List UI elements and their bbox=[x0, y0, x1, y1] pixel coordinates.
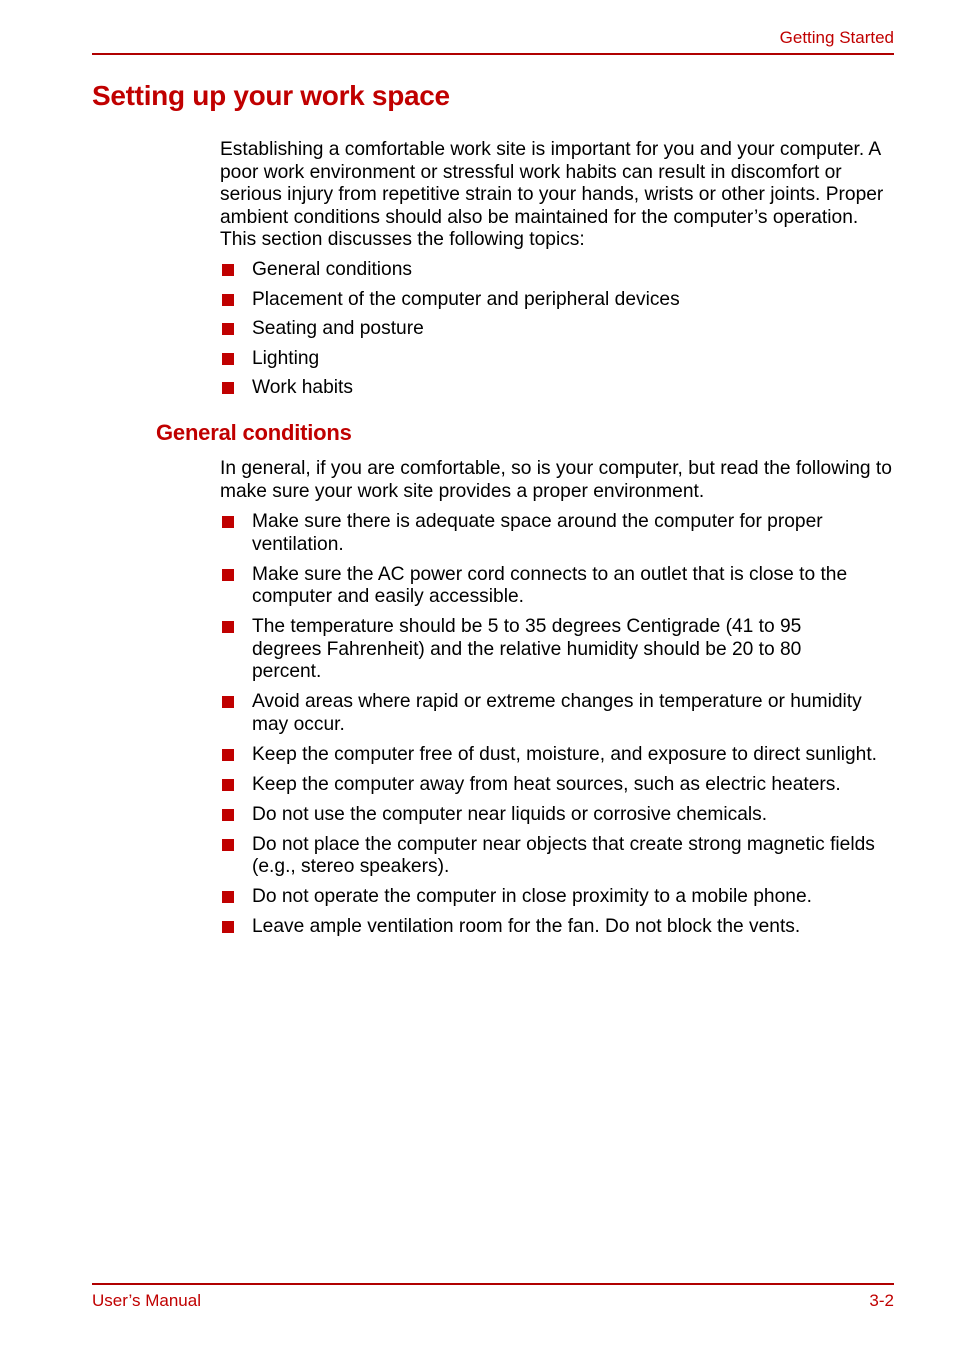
list-item-text: Avoid areas where rapid or extreme changes in temperature or humidity may occur. bbox=[252, 691, 862, 735]
list-item-text: Work habits bbox=[252, 377, 353, 398]
list-item bbox=[220, 744, 892, 767]
list-item bbox=[220, 834, 892, 879]
header-rule bbox=[92, 53, 894, 55]
square-bullet-icon bbox=[222, 264, 234, 276]
square-bullet-icon bbox=[222, 294, 234, 306]
list-item bbox=[220, 377, 892, 400]
list-item bbox=[220, 289, 892, 312]
list-item bbox=[220, 259, 892, 282]
list-item-text: Do not use the computer near liquids or corrosive chemicals. bbox=[252, 803, 768, 825]
list-item bbox=[220, 886, 892, 909]
square-bullet-icon bbox=[222, 749, 234, 761]
list-item-text: The temperature should be 5 to 35 degrees Centigrade (41 to 95 degrees Fahrenheit) and the relative humidity should be 20 to 80 percent. bbox=[252, 616, 802, 682]
page-number: 3-2 bbox=[869, 1291, 894, 1310]
list-item-text: Leave ample ventilation room for the fan. Do not block the vents. bbox=[252, 916, 801, 937]
running-header: Getting Started bbox=[779, 28, 894, 47]
list-item-text: Do not place the computer near objects that create strong magnetic fields (e.g., stereo speakers). bbox=[252, 833, 875, 877]
list-item-text: Lighting bbox=[252, 347, 320, 369]
list-item-text: Seating and posture bbox=[252, 318, 424, 339]
square-bullet-icon bbox=[222, 809, 234, 821]
intro-paragraph: Establishing a comfortable work site is important for you and your computer. A poor work environment or stressful work habits can result in discomfort or serious injury from repetitive strain to your hands, wrists or other joints. Proper ambient conditions should also be maintained for the computer’s operation. This section discusses the following topics: bbox=[220, 139, 884, 250]
list-item-text: Placement of the computer and peripheral devices bbox=[252, 288, 680, 310]
list-item-text: General conditions bbox=[252, 259, 412, 280]
list-item bbox=[220, 804, 892, 827]
square-bullet-icon bbox=[222, 891, 234, 903]
section-heading: General conditions bbox=[156, 420, 352, 445]
square-bullet-icon bbox=[222, 323, 234, 335]
list-item-text: Make sure there is adequate space around the computer for proper ventilation. bbox=[252, 511, 823, 555]
square-bullet-icon bbox=[222, 621, 234, 633]
section-intro-paragraph: In general, if you are comfortable, so is your computer, but read the following to make sure your work site provides a proper environment. bbox=[220, 458, 892, 502]
list-item bbox=[220, 318, 892, 341]
list-item bbox=[220, 616, 892, 684]
list-item-text: Keep the computer away from heat sources, such as electric heaters. bbox=[252, 773, 841, 795]
square-bullet-icon bbox=[222, 779, 234, 791]
square-bullet-icon bbox=[222, 696, 234, 708]
list-item bbox=[220, 511, 892, 556]
square-bullet-icon bbox=[222, 569, 234, 581]
list-item bbox=[220, 916, 892, 939]
square-bullet-icon bbox=[222, 839, 234, 851]
list-item-text: Do not operate the computer in close proximity to a mobile phone. bbox=[252, 886, 812, 907]
list-item bbox=[220, 774, 892, 797]
list-item-text: Make sure the AC power cord connects to an outlet that is close to the computer and easily accessible. bbox=[252, 563, 848, 607]
page-title: Setting up your work space bbox=[92, 80, 450, 111]
topics-list bbox=[220, 259, 892, 407]
square-bullet-icon bbox=[222, 921, 234, 933]
square-bullet-icon bbox=[222, 516, 234, 528]
square-bullet-icon bbox=[222, 382, 234, 394]
square-bullet-icon bbox=[222, 353, 234, 365]
list-item bbox=[220, 348, 892, 371]
list-item bbox=[220, 564, 892, 609]
footer-manual-title: User’s Manual bbox=[92, 1291, 201, 1310]
general-conditions-list bbox=[220, 511, 892, 946]
list-item-text: Keep the computer free of dust, moisture, and exposure to direct sunlight. bbox=[252, 743, 878, 765]
list-item bbox=[220, 691, 892, 736]
footer-rule bbox=[92, 1283, 894, 1285]
